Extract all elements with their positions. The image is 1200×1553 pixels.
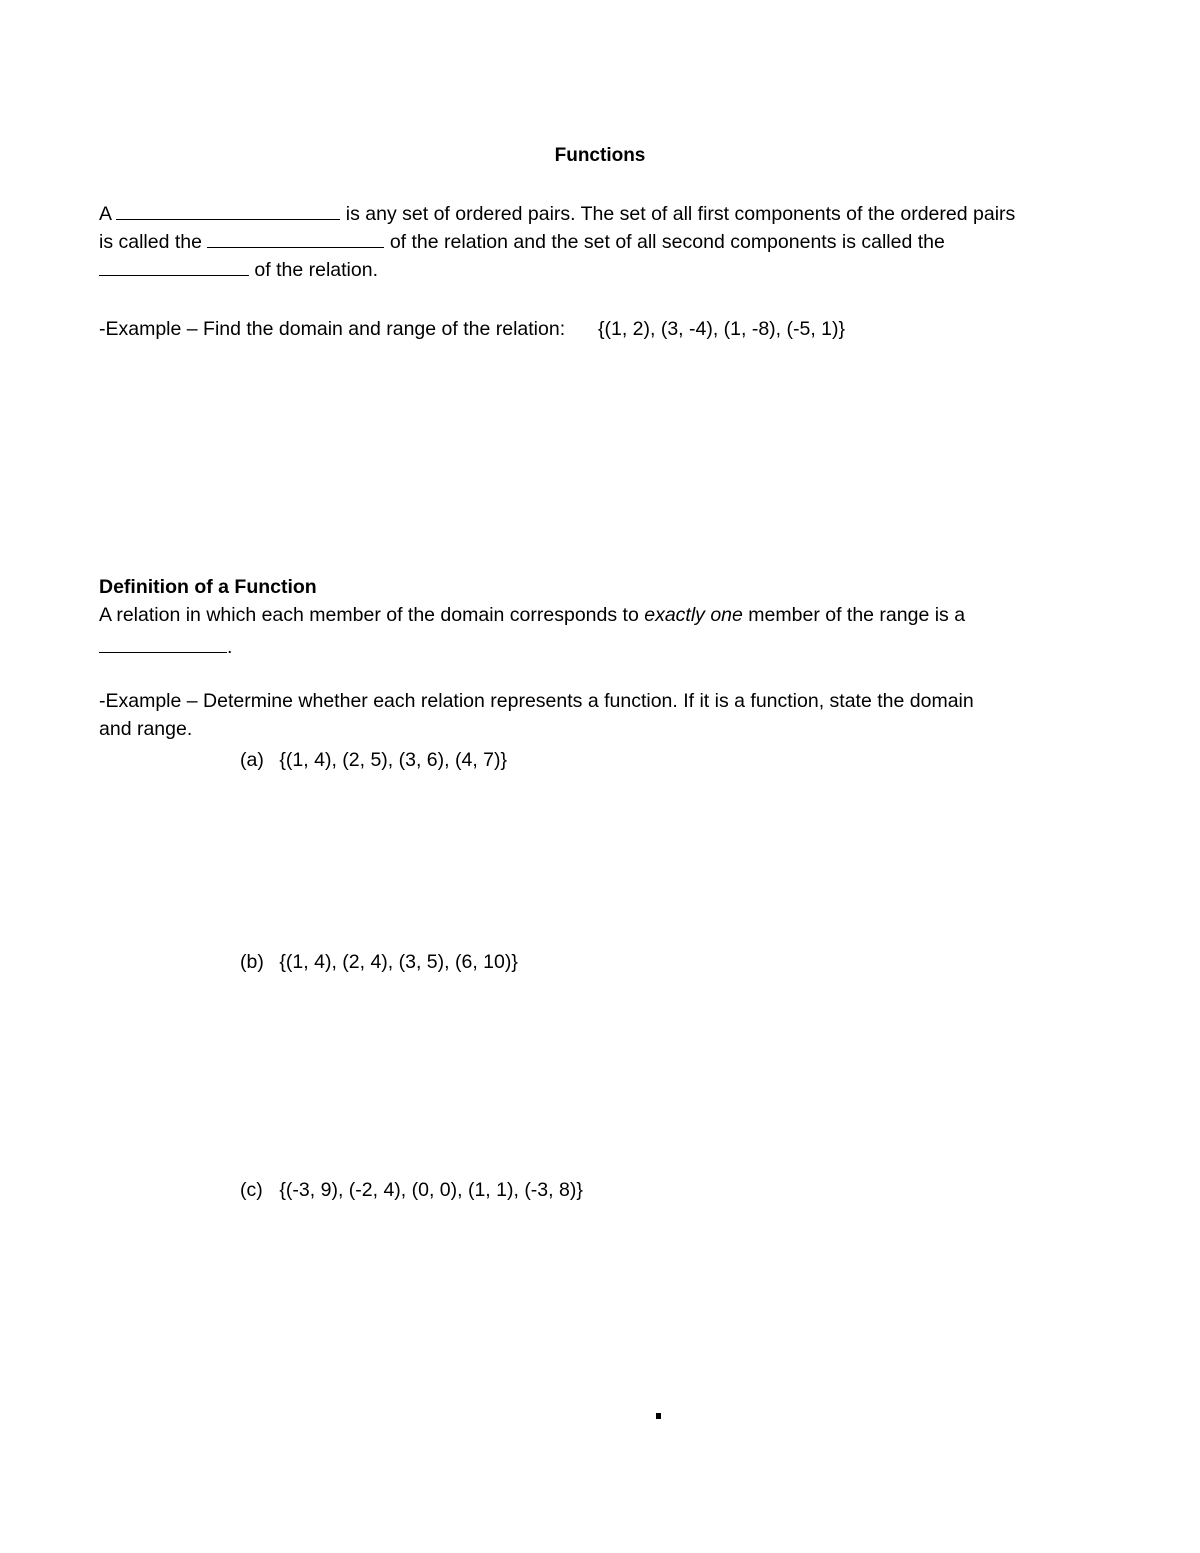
relation-line1-start: A [99, 203, 111, 225]
example-2-item-c [240, 1176, 583, 1204]
example-2-line-1: -Example – Determine whether each relation represents a function. If it is a function, state the domain [99, 690, 974, 712]
relation-line1-end: is any set of ordered pairs. The set of all first components of the ordered pairs [345, 203, 1016, 225]
range-term-blank[interactable] [99, 257, 249, 276]
item-set: {(-3, 9), (-2, 4), (0, 0), (1, 1), (-3, 8)} [279, 1179, 583, 1201]
example-1-set: {(1, 2), (3, -4), (1, -8), (-5, 1)} [597, 318, 846, 340]
item-label: (c) [240, 1179, 263, 1201]
item-set: {(1, 4), (2, 5), (3, 6), (4, 7)} [279, 749, 508, 771]
example-2-line-2: and range. [99, 718, 193, 740]
function-definition [99, 573, 1099, 661]
example-1-line [99, 315, 1099, 343]
relation-definition-line-2 [99, 228, 1099, 256]
relation-definition-line-1 [99, 200, 1099, 228]
function-term-blank[interactable] [99, 634, 227, 653]
relation-line2-start: is called the [99, 231, 202, 253]
relation-term-blank[interactable] [116, 201, 340, 220]
domain-term-blank[interactable] [207, 229, 384, 248]
function-line1-end: member of the range is a [748, 604, 966, 626]
relation-definition-line-3 [99, 256, 1099, 284]
function-definition-heading: Definition of a Function [99, 576, 317, 598]
example-2 [99, 687, 1099, 743]
stray-dot-mark [656, 1413, 661, 1419]
function-emphasis: exactly one [644, 604, 743, 626]
relation-line3-end: of the relation. [254, 259, 379, 281]
item-label: (b) [240, 951, 264, 973]
relation-line2-end: of the relation and the set of all second components is called the [389, 231, 945, 253]
item-set: {(1, 4), (2, 4), (3, 5), (6, 10)} [279, 951, 518, 973]
example-1 [99, 315, 1099, 343]
page-title: Functions [554, 145, 646, 166]
function-definition-line-2 [99, 633, 1099, 661]
example-1-text: -Example – Find the domain and range of the relation: [99, 318, 566, 340]
example-2-item-a [240, 746, 507, 774]
function-definition-line-1 [99, 601, 1099, 629]
item-label: (a) [240, 749, 264, 771]
function-line2-end: . [227, 636, 233, 658]
function-line1-start: A relation in which each member of the domain corresponds to [99, 604, 639, 626]
relation-definition [99, 200, 1099, 284]
example-2-item-b [240, 948, 518, 976]
